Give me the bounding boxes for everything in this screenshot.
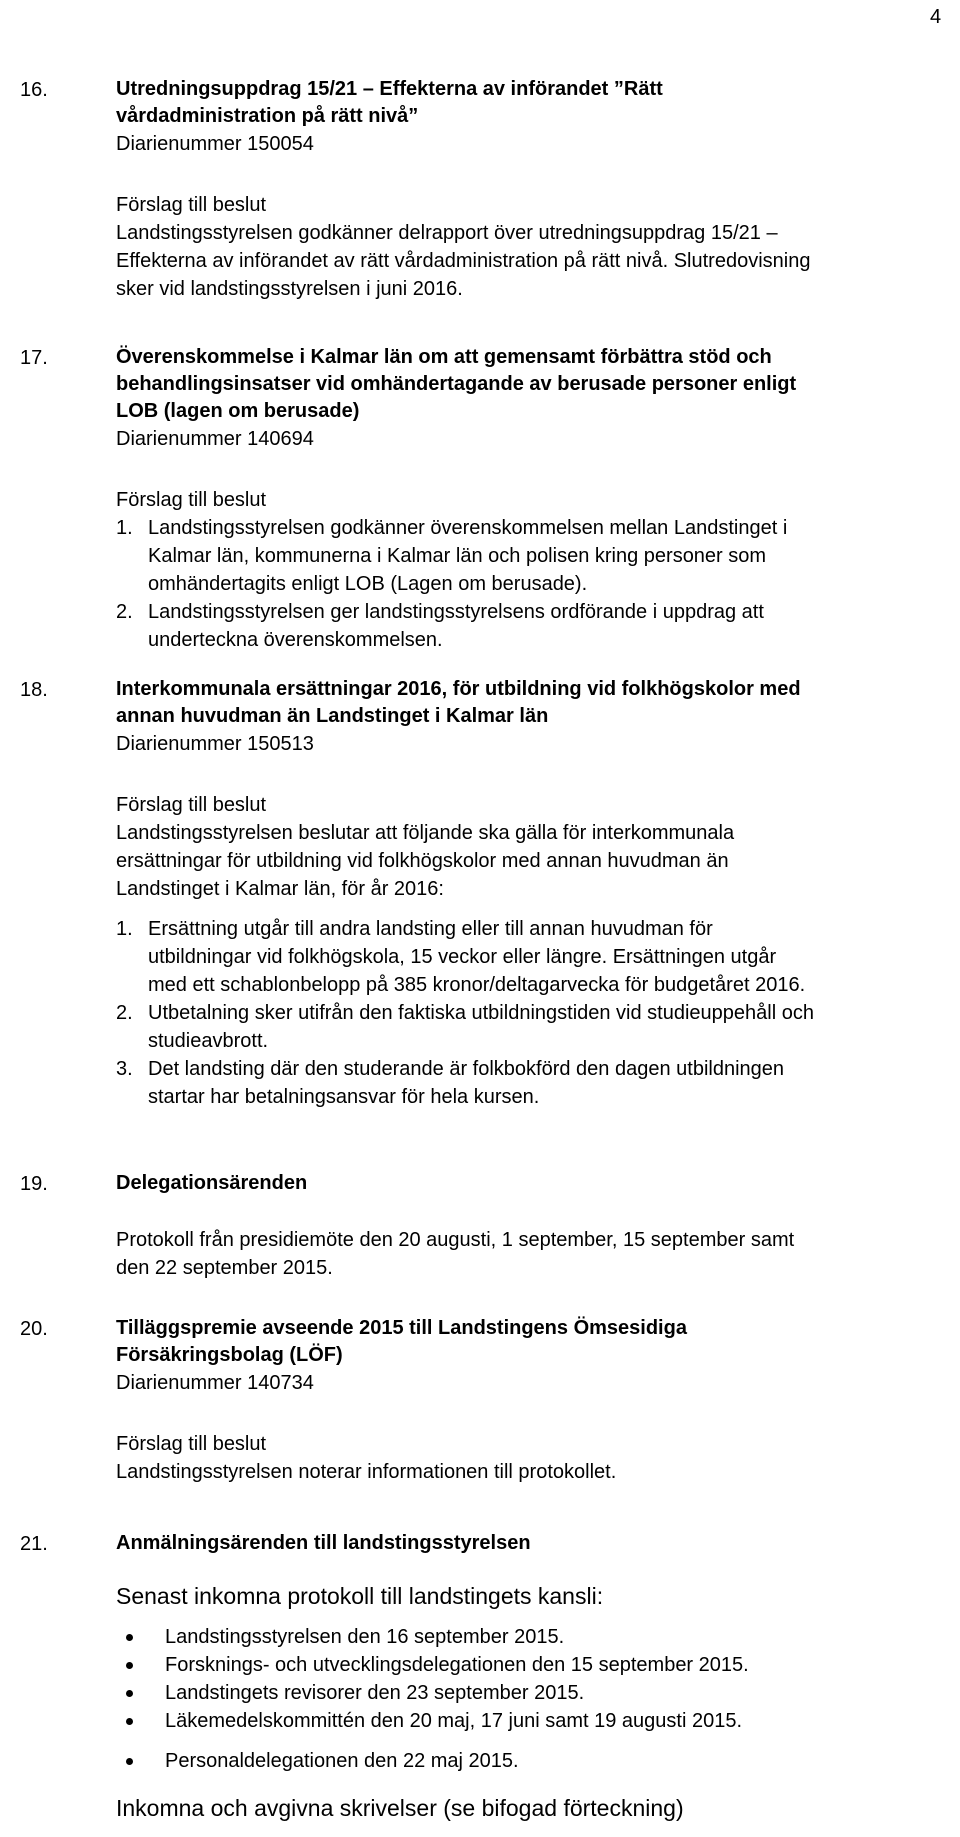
item-title: Anmälningsärenden till landstingsstyrelsen — [116, 1532, 531, 1554]
diarienummer: Diarienummer 140734 — [116, 1372, 314, 1394]
page-number: 4 — [930, 6, 942, 28]
list-item-text: Personaldelegationen den 22 maj 2015. — [165, 1750, 519, 1772]
item-title — [116, 76, 956, 130]
item-content — [116, 76, 956, 303]
title-line: Tilläggspremie avseende 2015 till Landstingens Ömsesidiga — [116, 1317, 687, 1339]
proposal-label: Förslag till beslut — [116, 794, 267, 816]
footer-heading: Inkomna och avgivna skrivelser (se bifogad förteckning) — [116, 1795, 684, 1821]
list-item — [116, 1707, 956, 1735]
text-line: Protokoll från presidiemöte den 20 augusti, 1 september, 15 september samt — [116, 1229, 795, 1251]
item-content — [116, 1315, 956, 1486]
proposal-text — [116, 819, 956, 903]
bullet-icon — [126, 1758, 133, 1765]
decision-list — [116, 514, 956, 654]
item-number: 16. — [20, 79, 48, 101]
list-item-text: Landstingets revisorer den 23 september 2015. — [165, 1682, 585, 1704]
text-line: Landstinget i Kalmar län, för år 2016: — [116, 878, 444, 900]
list-item — [116, 1623, 956, 1651]
list-item-text: Läkemedelskommittén den 20 maj, 17 juni samt 19 augusti 2015. — [165, 1710, 743, 1732]
decision-number: 3. — [116, 1058, 133, 1080]
text-line: Landstingsstyrelsen godkänner överenskommelsen mellan Landstinget i — [148, 517, 788, 539]
text-line: Landstingsstyrelsen beslutar att följande ska gälla för interkommunala — [116, 822, 735, 844]
body-text — [116, 1226, 956, 1282]
title-line: Försäkringsbolag (LÖF) — [116, 1344, 343, 1366]
bullet-icon — [126, 1662, 133, 1669]
item-number: 19. — [20, 1173, 48, 1195]
list-item-text: Landstingsstyrelsen den 16 september 2015. — [165, 1626, 565, 1648]
text-line: Utbetalning sker utifrån den faktiska utbildningstiden vid studieuppehåll och — [148, 1002, 814, 1024]
diarienummer: Diarienummer 150513 — [116, 733, 314, 755]
proposal-label: Förslag till beslut — [116, 194, 267, 216]
proposal-label: Förslag till beslut — [116, 1433, 267, 1455]
decision-item — [116, 915, 956, 999]
decision-number: 2. — [116, 601, 133, 623]
text-line: studieavbrott. — [148, 1030, 269, 1052]
decision-item — [116, 1055, 956, 1111]
title-line: Utredningsuppdrag 15/21 – Effekterna av införandet ”Rätt — [116, 78, 663, 100]
report-list — [116, 1623, 956, 1775]
bullet-icon — [126, 1718, 133, 1725]
item-content — [116, 1170, 956, 1282]
item-number: 21. — [20, 1533, 48, 1555]
decision-number: 2. — [116, 1002, 133, 1024]
text-line: Effekterna av införandet av rätt vårdadministration på rätt nivå. Slutredovisning — [116, 250, 811, 272]
text-line: den 22 september 2015. — [116, 1257, 333, 1279]
item-content — [116, 344, 956, 654]
item-content — [116, 1530, 956, 1823]
title-line: LOB (lagen om berusade) — [116, 400, 360, 422]
title-line: behandlingsinsatser vid omhändertagande av berusade personer enligt — [116, 373, 797, 395]
text-line: ersättningar för utbildning vid folkhögskolor med annan huvudman än — [116, 850, 729, 872]
decision-item — [116, 999, 956, 1055]
item-title — [116, 344, 956, 425]
list-item — [116, 1651, 956, 1679]
item-number: 17. — [20, 347, 48, 369]
text-line: Landstingsstyrelsen godkänner delrapport över utredningsuppdrag 15/21 – — [116, 222, 778, 244]
text-line: omhändertagits enligt LOB (Lagen om berusade). — [148, 573, 588, 595]
decision-number: 1. — [116, 918, 133, 940]
text-line: Kalmar län, kommunerna i Kalmar län och polisen kring personer som — [148, 545, 767, 567]
text-line: Det landsting där den studerande är folkbokförd den dagen utbildningen — [148, 1058, 785, 1080]
bullet-icon — [126, 1690, 133, 1697]
item-title — [116, 1315, 956, 1369]
bullet-icon — [126, 1634, 133, 1641]
text-line: med ett schablonbelopp på 385 kronor/deltagarvecka för budgetåret 2016. — [148, 974, 806, 996]
title-line: Interkommunala ersättningar 2016, för utbildning vid folkhögskolor med — [116, 678, 801, 700]
text-line: sker vid landstingsstyrelsen i juni 2016. — [116, 278, 463, 300]
text-line: startar har betalningsansvar för hela kursen. — [148, 1086, 540, 1108]
diarienummer: Diarienummer 150054 — [116, 133, 314, 155]
text-line: underteckna överenskommelsen. — [148, 629, 443, 651]
list-item-text: Forsknings- och utvecklingsdelegationen den 15 september 2015. — [165, 1654, 749, 1676]
proposal-text: Landstingsstyrelsen noterar informationen till protokollet. — [116, 1461, 617, 1483]
proposal-label: Förslag till beslut — [116, 489, 267, 511]
text-line: Landstingsstyrelsen ger landstingsstyrelsens ordförande i uppdrag att — [148, 601, 764, 623]
item-number: 20. — [20, 1318, 48, 1340]
list-item — [116, 1679, 956, 1707]
title-line: annan huvudman än Landstinget i Kalmar län — [116, 705, 549, 727]
decision-list — [116, 915, 956, 1111]
item-title: Delegationsärenden — [116, 1172, 308, 1194]
diarienummer: Diarienummer 140694 — [116, 428, 314, 450]
title-line: vårdadministration på rätt nivå” — [116, 105, 419, 127]
item-title — [116, 676, 956, 730]
text-line: utbildningar vid folkhögskola, 15 veckor eller längre. Ersättningen utgår — [148, 946, 777, 968]
list-item — [116, 1747, 956, 1775]
item-number: 18. — [20, 679, 48, 701]
decision-item — [116, 514, 956, 598]
text-line: Ersättning utgår till andra landsting eller till annan huvudman för — [148, 918, 713, 940]
item-content — [116, 676, 956, 1111]
title-line: Överenskommelse i Kalmar län om att gemensamt förbättra stöd och — [116, 346, 772, 368]
proposal-text — [116, 219, 956, 303]
subheading: Senast inkomna protokoll till landstingets kansli: — [116, 1583, 604, 1609]
decision-item — [116, 598, 956, 654]
decision-number: 1. — [116, 517, 133, 539]
